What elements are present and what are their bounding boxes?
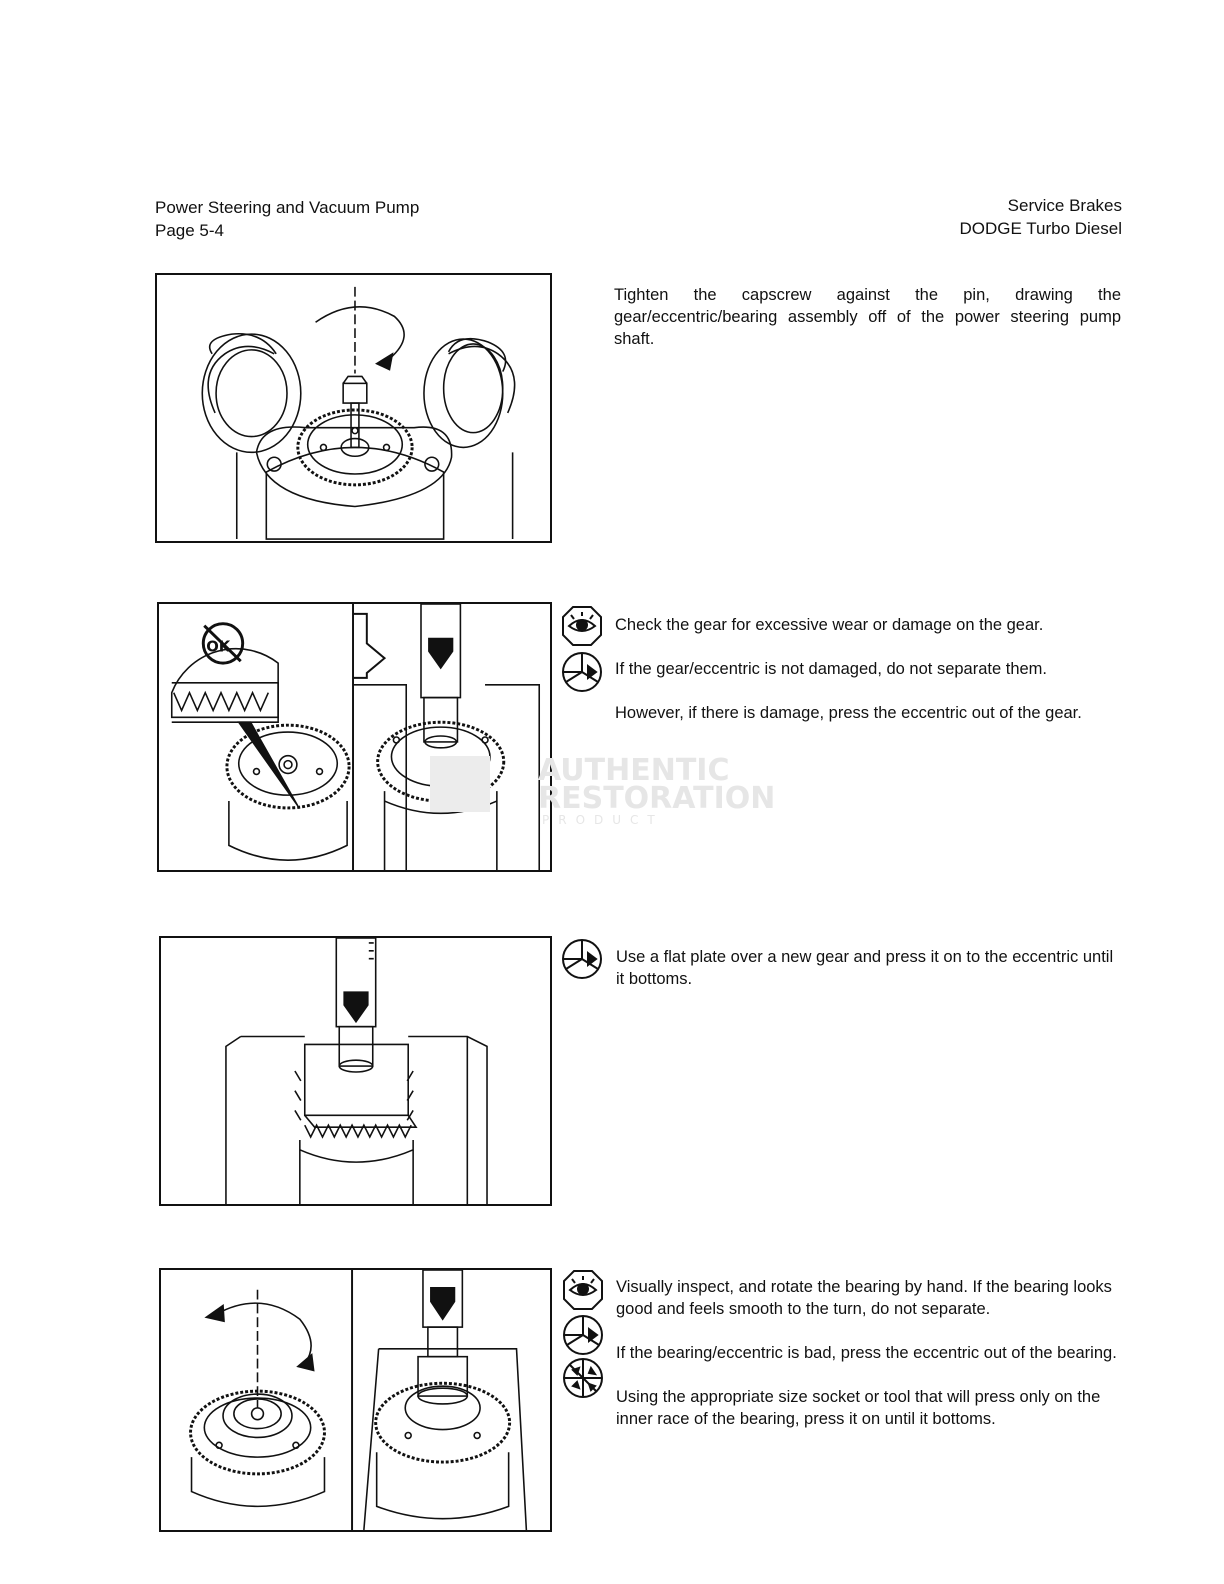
assemble-icon <box>561 1313 605 1357</box>
watermark-line-2: RESTORATION <box>538 781 776 816</box>
figure-bearing-inspection <box>159 1268 552 1532</box>
assemble-icon <box>560 937 604 981</box>
ok-crossed-label: OK <box>206 638 231 656</box>
assemble-icon <box>560 650 604 694</box>
step-4-para-3: Using the appropriate size socket or tool that will press only on the inner race of the bearing, press it on until it bottoms. <box>616 1388 1101 1428</box>
figure-press-gear-on <box>159 936 552 1206</box>
page-number: Page 5-4 <box>155 221 224 240</box>
step-2-para-3: However, if there is damage, press the eccentric out of the gear. <box>615 704 1082 722</box>
step-3-text <box>616 946 1124 1012</box>
figure-capscrew-removal <box>155 273 552 543</box>
inspect-icon <box>561 1268 605 1312</box>
authentic-restoration-watermark <box>430 748 790 828</box>
header-left <box>155 196 419 242</box>
chapter-title: Service Brakes <box>1007 196 1122 215</box>
watermark-line-1: AUTHENTIC <box>538 753 730 788</box>
watermark-line-3: PRODUCT <box>542 813 664 827</box>
step-1-para-1: Tighten the capscrew against the pin, drawing the gear/eccentric/bearing assembly off of the power steering pump shaft. <box>614 286 1121 348</box>
step-2-text <box>615 614 1123 746</box>
step-2-para-1: Check the gear for excessive wear or damage on the gear. <box>615 616 1044 634</box>
step-4-text <box>616 1276 1124 1452</box>
step-2-para-2: If the gear/eccentric is not damaged, do not separate them. <box>615 660 1048 678</box>
step-4-para-1: Visually inspect, and rotate the bearing by hand. If the bearing looks good and feels smooth to the turn, do not separate. <box>616 1278 1112 1318</box>
inspect-icon <box>560 604 604 648</box>
step-3-para-1: Use a flat plate over a new gear and press it on to the eccentric until it bottoms. <box>616 948 1114 988</box>
header-right <box>960 194 1123 240</box>
figure-gear-inspection <box>157 602 552 872</box>
section-title: Power Steering and Vacuum Pump <box>155 198 420 217</box>
disassemble-icon <box>561 1356 605 1400</box>
manual-title: DODGE Turbo Diesel <box>959 219 1122 238</box>
step-1-text <box>614 284 1121 372</box>
step-4-para-2: If the bearing/eccentric is bad, press the eccentric out of the bearing. <box>616 1344 1117 1362</box>
